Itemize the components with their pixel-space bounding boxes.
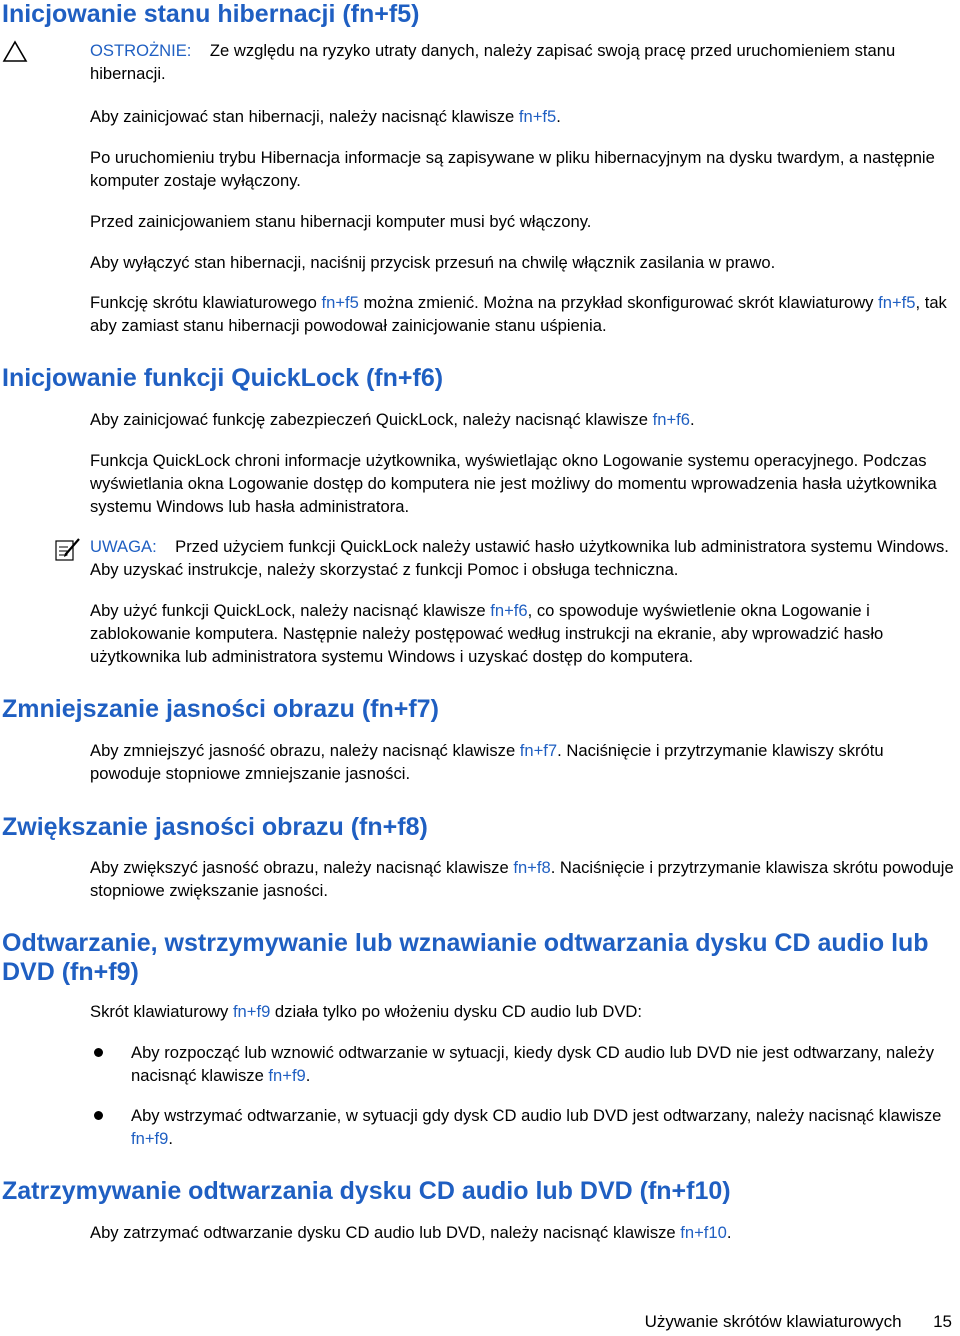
heading-quicklock: Inicjowanie funkcji QuickLock (fn+f6): [2, 364, 444, 392]
quicklock-paragraph-2: Funkcja QuickLock chroni informacje użytkownika, wyświetlając okno Logowanie systemu operacyjnego. Podczas wyświetlania okna Logowanie dostęp do komputera nie jest możliwy do momentu wprowadzenia hasła użytkownika systemu Windows lub hasła administratora.: [90, 451, 937, 516]
text-run: Aby wstrzymać odtwarzanie, w sytuacji gdy dysk CD audio lub DVD jest odtwarzany, należy nacisnąć klawisze: [131, 1106, 942, 1125]
text-run: Aby zainicjować funkcję zabezpieczeń QuickLock, należy nacisnąć klawisze: [90, 410, 653, 429]
page-number: 15: [933, 1312, 952, 1331]
hibernation-paragraph-5: [90, 292, 956, 338]
text-run: Funkcję skrótu klawiaturowego: [90, 293, 322, 312]
key-combo: fn+f6: [652, 410, 690, 429]
text-run: .: [305, 1065, 311, 1085]
text-run: Aby zatrzymać odtwarzanie dysku CD audio lub DVD, należy nacisnąć klawisze: [90, 1223, 681, 1242]
quicklock-paragraph-1: [90, 409, 956, 432]
text-run: Aby zwiększyć jasność obrazu, należy nacisnąć klawisze: [90, 858, 514, 877]
text-run: Aby zmniejszyć jasność obrazu, należy nacisnąć klawisze: [90, 741, 520, 760]
note-label: UWAGA:: [90, 537, 157, 556]
key-combo: fn+f5: [518, 107, 557, 126]
text-run: .: [726, 1223, 732, 1242]
quicklock-paragraph-3: [90, 600, 956, 668]
hibernation-paragraph-1: [90, 106, 956, 129]
note-pencil-icon: [54, 536, 82, 562]
heading-hibernation: Inicjowanie stanu hibernacji (fn+f5): [2, 0, 420, 28]
caution-text: Ze względu na ryzyko utraty danych, należy zapisać swoją pracę przed uruchomieniem stanu hibernacji.: [90, 41, 896, 83]
bullet-item-1: [131, 1042, 956, 1088]
text-run: , tak aby zamiast stanu hibernacji powodował zainicjowanie stanu uśpienia.: [90, 293, 947, 335]
key-combo: fn+f7: [519, 741, 558, 760]
heading-brightness-up: Zwiększanie jasności obrazu (fn+f8): [2, 813, 428, 841]
text-run: można zmienić. Można na przykład skonfigurować skrót klawiaturowy: [358, 293, 879, 312]
text-run: działa tylko po włożeniu dysku CD audio lub DVD:: [270, 1002, 643, 1021]
hibernation-paragraph-4: Aby wyłączyć stan hibernacji, naciśnij przycisk przesuń na chwilę włącznik zasilania w prawo.: [90, 253, 776, 272]
warning-triangle-icon: [2, 40, 28, 64]
text-run: .: [168, 1128, 173, 1148]
heading-brightness-down: Zmniejszanie jasności obrazu (fn+f7): [2, 695, 439, 723]
text-run: Aby zainicjować stan hibernacji, należy nacisnąć klawisze: [90, 107, 519, 126]
key-combo: fn+f9: [268, 1065, 306, 1085]
text-run: . Naciśnięcie i przytrzymanie klawisza skrótu powoduje stopniowe zwiększanie jasności.: [90, 858, 954, 900]
text-run: , co spowoduje wyświetlenie okna Logowanie i zablokowanie komputera. Następnie należy postępować według instrukcji na ekranie, aby wprowadzić hasło użytkownika lub administratora systemu Windows i uzyskać dostęp do komputera.: [90, 601, 884, 666]
text-run: Aby rozpocząć lub wznowić odtwarzanie w sytuacji, kiedy dysk CD audio lub DVD nie jest odtwarzany, należy nacisnąć klawisze: [131, 1043, 935, 1085]
key-combo: fn+f5: [878, 293, 916, 312]
heading-stop: Zatrzymywanie odtwarzania dysku CD audio lub DVD (fn+f10): [2, 1177, 731, 1205]
key-combo: fn+f9: [131, 1128, 169, 1148]
text-run: Skrót klawiaturowy: [90, 1002, 233, 1021]
text-run: Aby użyć funkcji QuickLock, należy nacisnąć klawisze: [90, 601, 491, 620]
caution-label: OSTROŻNIE:: [90, 41, 192, 60]
footer-chapter-title: Używanie skrótów klawiaturowych: [644, 1312, 902, 1331]
text-run: .: [690, 410, 695, 429]
key-combo: fn+f8: [513, 858, 551, 877]
text-run: .: [556, 107, 561, 126]
stop-paragraph: [90, 1222, 956, 1245]
brightness-down-paragraph: [90, 740, 956, 786]
bullet-dot: [94, 1048, 103, 1057]
text-run: . Naciśnięcie i przytrzymanie klawiszy skrótu powoduje stopniowe zmniejszanie jasności.: [90, 741, 884, 783]
caution-paragraph: [90, 40, 956, 86]
key-combo: fn+f9: [232, 1002, 271, 1021]
brightness-up-paragraph: [90, 857, 956, 903]
heading-play-pause: Odtwarzanie, wstrzymywanie lub wznawianie odtwarzania dysku CD audio lub DVD (fn+f9): [2, 929, 929, 986]
bullet-dot: [94, 1111, 103, 1120]
play-pause-paragraph: [90, 1001, 956, 1024]
page-footer: [645, 1312, 952, 1332]
key-combo: fn+f5: [321, 293, 359, 312]
note-text: Przed użyciem funkcji QuickLock należy ustawić hasło użytkownika lub administratora systemu Windows. Aby uzyskać instrukcje, należy skorzystać z funkcji Pomoc i obsługa techniczna.: [90, 537, 949, 579]
hibernation-paragraph-2: Po uruchomieniu trybu Hibernacja informacje są zapisywane w pliku hibernacyjnym na dysku twardym, a następnie komputer zostaje wyłączony.: [90, 148, 935, 190]
hibernation-paragraph-3: Przed zainicjowaniem stanu hibernacji komputer musi być włączony.: [90, 212, 592, 231]
key-combo: fn+f10: [680, 1223, 727, 1242]
bullet-item-2: [131, 1105, 956, 1151]
note-paragraph: [90, 536, 956, 582]
key-combo: fn+f6: [490, 601, 528, 620]
